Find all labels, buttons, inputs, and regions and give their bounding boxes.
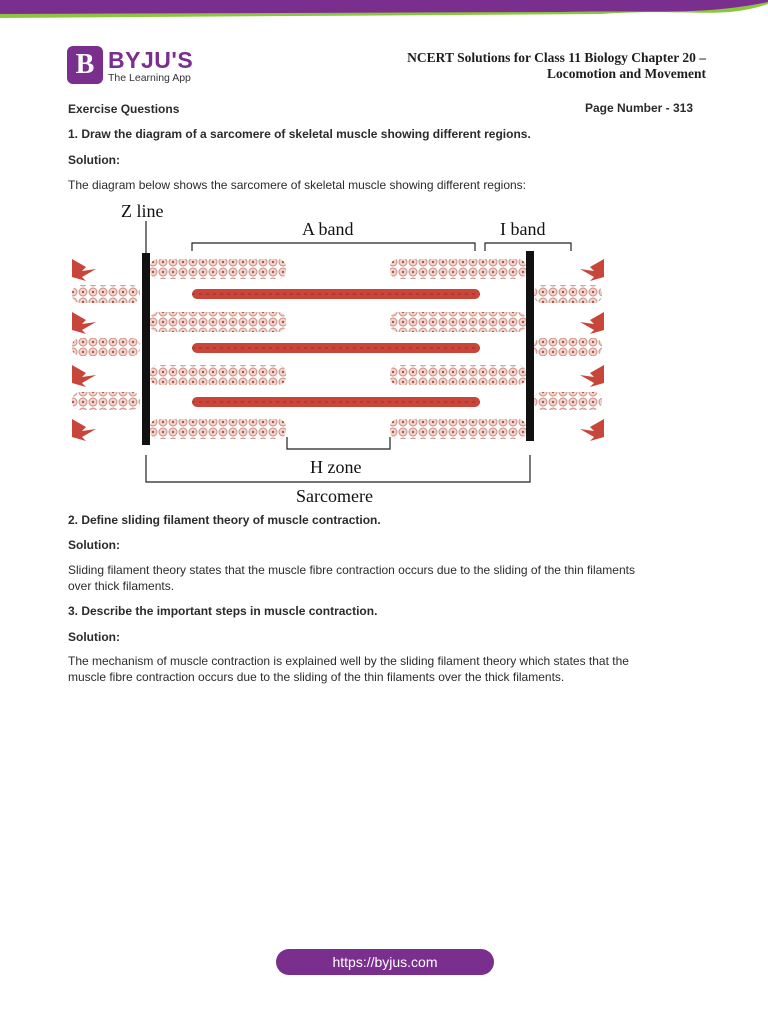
logo-mark: B [67,46,103,84]
answer-2 [68,562,698,594]
i-band-label: I band [500,219,546,239]
solution-label-2: Solution: [68,538,120,552]
byjus-logo [67,46,207,86]
sarcomere-diagram [68,197,618,503]
answer-2-line1: Sliding filament theory states that the muscle fibre contraction occurs due to the sliding of the thin filaments [68,563,635,577]
z-line-label: Z line [121,201,164,221]
page-number: Page Number - 313 [584,101,693,115]
answer-3-line2: muscle fibre contraction occurs due to the sliding of the thin filaments over the thick filaments. [68,670,565,684]
question-1: 1. Draw the diagram of a sarcomere of skeletal muscle showing different regions. [68,127,531,141]
answer-1: The diagram below shows the sarcomere of skeletal muscle showing different regions: [68,178,527,192]
document-title [407,50,706,82]
answer-2-line2: over thick filaments. [68,579,175,593]
z-line-left [142,253,150,445]
question-3: 3. Describe the important steps in muscle contraction. [68,604,378,618]
solution-label-1: Solution: [68,153,120,167]
document-title-line1: NCERT Solutions for Class 11 Biology Chapter 20 – [407,50,706,65]
section-title: Exercise Questions [68,102,180,116]
answer-3-line1: The mechanism of muscle contraction is explained well by the sliding filament theory which states that the [68,654,629,668]
thick-filaments [192,289,480,407]
a-band-label: A band [302,219,354,239]
logo-name: BYJU'S [108,47,194,73]
h-zone-label: H zone [310,457,362,477]
answer-3 [68,653,698,685]
logo-tagline: The Learning App [108,72,191,84]
z-line-right [526,251,534,441]
sarcomere-label: Sarcomere [296,486,373,503]
top-banner [0,0,768,22]
solution-label-3: Solution: [68,630,120,644]
website-link[interactable]: https://byjus.com [276,949,494,975]
document-title-line2: Locomotion and Movement [547,66,706,81]
question-2: 2. Define sliding filament theory of muscle contraction. [68,513,381,527]
